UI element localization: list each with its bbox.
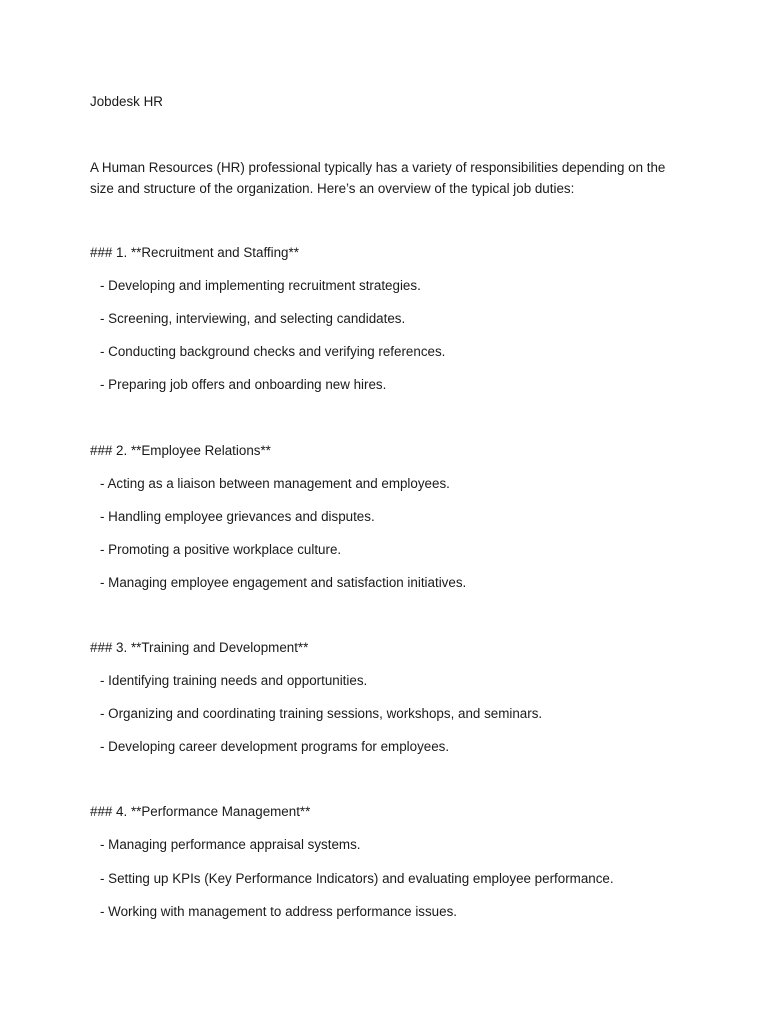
list-item: - Preparing job offers and onboarding new hires. [100, 377, 387, 392]
section-heading: ### 4. **Performance Management** [90, 804, 311, 819]
list-item: - Setting up KPIs (Key Performance Indicators) and evaluating employee performance. [100, 871, 614, 886]
list-item: - Promoting a positive workplace culture. [100, 542, 342, 557]
list-item: - Identifying training needs and opportunities. [100, 673, 368, 688]
list-item: - Organizing and coordinating training sessions, workshops, and seminars. [100, 706, 543, 721]
intro-paragraph: A Human Resources (HR) professional typically has a variety of responsibilities depending on the size and structure of the organization. Here’s an overview of the typical job duties: [90, 160, 666, 196]
list-item: - Conducting background checks and verifying references. [100, 344, 446, 359]
list-item: - Handling employee grievances and disputes. [100, 509, 375, 524]
list-item: - Acting as a liaison between management and employees. [100, 476, 450, 491]
list-item: - Managing employee engagement and satisfaction initiatives. [100, 575, 467, 590]
list-item: - Screening, interviewing, and selecting candidates. [100, 311, 406, 326]
section-heading: ### 1. **Recruitment and Staffing** [90, 245, 299, 260]
list-item: - Developing career development programs for employees. [100, 739, 450, 754]
section-heading: ### 2. **Employee Relations** [90, 443, 271, 458]
list-item: - Developing and implementing recruitment strategies. [100, 278, 421, 293]
document-title: Jobdesk HR [90, 94, 163, 109]
list-item: - Working with management to address performance issues. [100, 904, 457, 919]
section-heading: ### 3. **Training and Development** [90, 640, 309, 655]
list-item: - Managing performance appraisal systems. [100, 837, 361, 852]
